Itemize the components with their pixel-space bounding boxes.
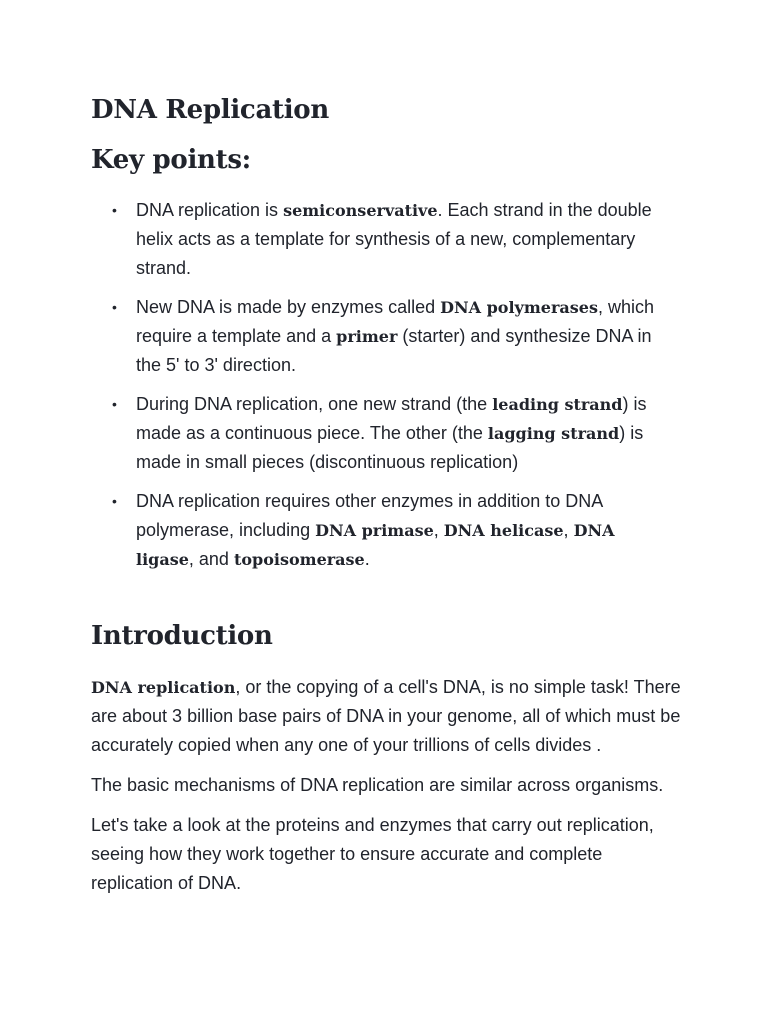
text-run: New DNA is made by enzymes called — [136, 297, 441, 317]
intro-paragraph — [91, 771, 686, 800]
bold-term: DNA helicase — [443, 521, 564, 540]
bullet-marker: • — [112, 493, 117, 509]
text-run: Let's take a look at the proteins and enzymes that carry out replication, seeing how they work together to ensure accurate and complete replication of DNA. — [91, 815, 654, 893]
bullet-marker: • — [112, 396, 117, 412]
text-run: The basic mechanisms of DNA replication are similar across organisms. — [91, 775, 664, 795]
intro-paragraph — [91, 673, 686, 760]
introduction-heading: Introduction — [91, 621, 273, 651]
intro-paragraph — [91, 811, 686, 898]
text-run: , which require a template and a — [136, 297, 654, 346]
key-point-item — [91, 487, 676, 574]
text-run: . Each strand in the double helix acts as a template for synthesis of a new, complementary strand. — [136, 200, 652, 278]
key-points-list — [91, 196, 676, 584]
page-title: DNA Replication — [91, 95, 329, 125]
bullet-marker: • — [112, 299, 117, 315]
bold-term: DNA ligase — [136, 521, 615, 569]
key-point-item — [91, 293, 676, 380]
text-run: , — [563, 520, 574, 540]
bullet-marker: • — [112, 202, 117, 218]
text-run: DNA replication requires other enzymes in addition to DNA polymerase, including — [136, 491, 603, 540]
text-run: ) is made in small pieces (discontinuous replication) — [136, 423, 644, 472]
bold-term: DNA polymerases — [440, 298, 598, 317]
bold-term: leading strand — [492, 395, 623, 414]
introduction-body — [91, 673, 686, 909]
text-run: During DNA replication, one new strand (the — [136, 394, 493, 414]
key-point-item — [91, 390, 676, 477]
bold-term: semiconservative — [283, 201, 438, 220]
bold-term: topoisomerase — [233, 550, 365, 569]
bold-term: lagging strand — [487, 424, 620, 443]
text-run: (starter) and synthesize DNA in the 5' to 3' direction. — [136, 326, 652, 375]
key-points-heading: Key points: — [91, 145, 251, 175]
key-point-item — [91, 196, 676, 283]
text-run: ) is made as a continuous piece. The other (the — [136, 394, 647, 443]
bold-term: DNA replication — [91, 678, 236, 697]
text-run: DNA replication is — [136, 200, 284, 220]
bold-term: primer — [336, 327, 398, 346]
bold-term: DNA primase — [315, 521, 434, 540]
text-run: . — [364, 549, 370, 569]
text-run: , — [433, 520, 444, 540]
text-run: , or the copying of a cell's DNA, is no simple task! There are about 3 billion base pairs of DNA in your genome, all of which must be accurately copied when any one of your trillions of cells divides . — [91, 677, 681, 755]
text-run: , and — [188, 549, 234, 569]
